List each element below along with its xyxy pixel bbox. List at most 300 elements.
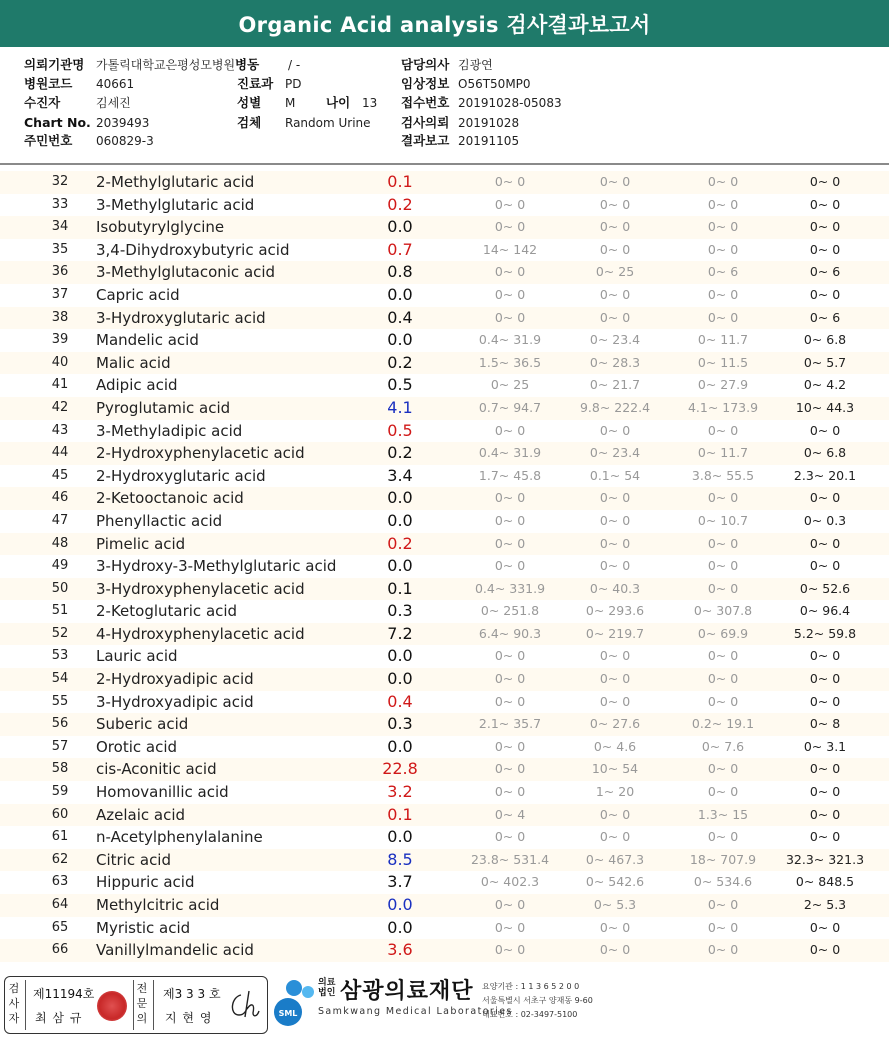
analyte-name: Orotic acid	[96, 737, 178, 756]
resident-no-label: 주민번호	[24, 133, 73, 148]
result-value: 0.0	[387, 917, 413, 937]
row-number: 46	[51, 490, 69, 506]
row-number: 63	[51, 874, 69, 890]
reference-range-3: 0~ 0	[707, 829, 739, 845]
reference-range-2: 0~ 0	[599, 512, 631, 528]
row-number: 37	[51, 286, 69, 302]
receipt-no-label: 접수번호	[401, 95, 450, 110]
reference-range-3: 0~ 0	[707, 648, 739, 664]
reference-range-4: 0~ 3.1	[803, 738, 847, 754]
table-row	[0, 917, 889, 940]
result-value: 22.8	[382, 759, 418, 779]
row-number: 55	[51, 693, 69, 709]
reference-range-3: 0~ 0	[707, 309, 739, 325]
analyte-name: 3-Hydroxyglutaric acid	[96, 308, 266, 327]
analyte-name: 3-Methylglutaric acid	[96, 195, 255, 214]
reference-range-2: 0~ 5.3	[593, 897, 637, 912]
table-row	[0, 555, 889, 578]
analyte-name: Lauric acid	[96, 647, 178, 666]
reference-range-1: 0~ 0	[494, 264, 526, 280]
reference-range-2: 0~ 40.3	[589, 580, 641, 596]
reference-range-4: 0~ 96.4	[799, 603, 851, 619]
result-value: 0.4	[387, 691, 413, 711]
reference-range-1: 0~ 4	[494, 806, 526, 822]
reference-range-3: 1.3~ 15	[697, 806, 749, 822]
table-row	[0, 894, 889, 917]
result-value: 0.0	[387, 330, 413, 350]
result-value: 0.2	[387, 443, 413, 463]
reference-range-4: 2.3~ 20.1	[793, 467, 857, 483]
result-value: 0.2	[387, 194, 413, 214]
row-number: 49	[51, 558, 69, 574]
table-row	[0, 939, 889, 962]
reference-range-2: 0~ 0	[599, 535, 631, 551]
result-value: 4.1	[387, 397, 413, 417]
row-number: 59	[51, 784, 69, 800]
row-number: 53	[51, 648, 69, 664]
institution-label: 의뢰기관명	[24, 57, 85, 72]
table-row	[0, 668, 889, 691]
reference-range-1: 0~ 0	[494, 693, 526, 709]
reference-range-3: 0~ 11.7	[697, 445, 749, 461]
address: 서울특별시 서초구 양재동 9-60	[482, 996, 593, 1005]
patient-value: 김세진	[96, 96, 131, 110]
chart-no-label: Chart No.	[24, 115, 91, 130]
row-number: 48	[51, 535, 69, 551]
analyte-name: Pyroglutamic acid	[96, 398, 231, 417]
table-row	[0, 352, 889, 375]
seal-stamp-icon	[97, 991, 127, 1021]
result-value: 0.0	[387, 736, 413, 756]
table-row	[0, 758, 889, 781]
hospital-code-value: 40661	[96, 77, 135, 91]
reference-range-3: 18~ 707.9	[689, 851, 757, 867]
reference-range-1: 0~ 0	[494, 942, 526, 958]
analyte-name: Mandelic acid	[96, 331, 199, 350]
reference-range-2: 0~ 0	[599, 309, 631, 325]
reference-range-4: 0~ 6	[809, 309, 841, 325]
report-date-value: 20191105	[458, 134, 520, 148]
reference-range-3: 0~ 11.7	[697, 332, 749, 348]
reference-range-3: 0~ 0	[707, 196, 739, 212]
results-table	[0, 171, 889, 962]
brand-english: Samkwang Medical Laboratories	[318, 1006, 513, 1017]
reference-range-4: 0~ 6.8	[803, 445, 847, 461]
row-number: 42	[51, 399, 69, 415]
reference-range-4: 0~ 0	[809, 422, 841, 438]
resident-no-value: 060829-3	[96, 134, 154, 148]
reference-range-3: 4.1~ 173.9	[687, 399, 759, 415]
reference-range-4: 0~ 0	[809, 829, 841, 845]
table-row	[0, 645, 889, 668]
reference-range-2: 10~ 54	[591, 761, 639, 777]
row-number: 62	[51, 851, 69, 867]
result-value: 0.3	[387, 714, 413, 734]
reference-range-4: 0~ 0	[809, 784, 841, 800]
reference-range-3: 0~ 0	[707, 761, 739, 777]
table-row	[0, 307, 889, 330]
age-value: 13	[362, 96, 378, 110]
reference-range-2: 0~ 25	[595, 264, 635, 280]
reference-range-2: 0~ 0	[599, 241, 631, 257]
reference-range-2: 0~ 0	[599, 806, 631, 822]
reference-range-3: 0~ 534.6	[693, 874, 753, 890]
reference-range-3: 0.2~ 19.1	[691, 716, 755, 732]
reference-range-2: 0~ 0	[599, 286, 631, 302]
table-row	[0, 216, 889, 239]
result-value: 3.7	[387, 872, 413, 892]
reference-range-3: 0~ 69.9	[697, 625, 749, 641]
reference-range-4: 0~ 0.3	[803, 512, 847, 528]
reference-range-1: 0~ 402.3	[480, 874, 540, 890]
reference-range-4: 0~ 8	[809, 716, 841, 732]
row-number: 58	[51, 761, 69, 777]
reference-range-4: 0~ 0	[809, 919, 841, 935]
analyte-name: 2-Hydroxyphenylacetic acid	[96, 444, 305, 463]
reference-range-4: 0~ 4.2	[803, 377, 847, 393]
reference-range-3: 0~ 11.5	[697, 354, 749, 370]
result-value: 3.6	[387, 940, 413, 960]
reference-range-1: 23.8~ 531.4	[470, 851, 550, 867]
reference-range-1: 1.7~ 45.8	[478, 467, 542, 483]
reference-range-4: 0~ 0	[809, 286, 841, 302]
specimen-value: Random Urine	[285, 116, 371, 130]
reference-range-4: 0~ 0	[809, 241, 841, 257]
reference-range-3: 0~ 0	[707, 580, 739, 596]
table-row	[0, 623, 889, 646]
reference-range-2: 0~ 0	[599, 671, 631, 687]
reference-range-4: 10~ 44.3	[795, 399, 855, 415]
reference-range-1: 0.4~ 31.9	[478, 445, 542, 461]
analyte-name: Capric acid	[96, 285, 180, 304]
row-number: 45	[51, 467, 69, 483]
table-row	[0, 510, 889, 533]
reference-range-4: 5.2~ 59.8	[793, 625, 857, 641]
report-footer	[0, 970, 889, 1040]
reference-range-4: 0~ 0	[809, 806, 841, 822]
analyte-name: n-Acetylphenylalanine	[96, 828, 263, 847]
reference-range-4: 0~ 0	[809, 693, 841, 709]
svg-text:SML: SML	[278, 1009, 298, 1018]
specialist-name: 지 현 영	[165, 1011, 213, 1025]
reference-range-1: 0~ 25	[490, 377, 530, 393]
result-value: 0.1	[387, 172, 413, 191]
row-number: 44	[51, 445, 69, 461]
analyte-name: 3,4-Dihydroxybutyric acid	[96, 240, 290, 259]
reference-range-2: 0~ 219.7	[585, 625, 645, 641]
result-value: 3.2	[387, 782, 413, 802]
reference-range-1: 0~ 0	[494, 286, 526, 302]
reference-range-2: 0~ 293.6	[585, 603, 645, 619]
row-number: 56	[51, 716, 69, 732]
reference-range-2: 0~ 4.6	[593, 738, 637, 754]
chart-no-value: 2039493	[96, 116, 150, 130]
result-value: 0.0	[387, 895, 413, 914]
result-value: 0.0	[387, 510, 413, 530]
analyte-name: 3-Methylglutaconic acid	[96, 263, 276, 282]
result-value: 0.1	[387, 804, 413, 824]
patient-info-panel	[0, 47, 889, 165]
reference-range-1: 0.4~ 331.9	[474, 580, 546, 596]
institution-value: 가톨릭대학교은평성모병원	[96, 58, 236, 72]
ward-value: / -	[288, 58, 301, 72]
result-value: 8.5	[387, 849, 413, 869]
contact-info	[482, 980, 593, 1022]
reference-range-4: 2~ 5.3	[803, 897, 847, 912]
reference-range-3: 0~ 0	[707, 241, 739, 257]
reference-range-2: 0~ 0	[599, 648, 631, 664]
reference-range-1: 0~ 0	[494, 761, 526, 777]
reference-range-3: 3.8~ 55.5	[691, 467, 755, 483]
reference-range-1: 14~ 142	[482, 241, 538, 257]
reference-range-4: 0~ 0	[809, 174, 841, 189]
reference-range-4: 0~ 0	[809, 219, 841, 235]
reference-range-2: 0~ 0	[599, 919, 631, 935]
reference-range-2: 0~ 23.4	[589, 332, 641, 348]
examiner-label: 검사자	[8, 982, 20, 1025]
row-number: 32	[51, 174, 69, 189]
table-row	[0, 871, 889, 894]
reference-range-4: 0~ 0	[809, 558, 841, 574]
reference-range-1: 2.1~ 35.7	[478, 716, 542, 732]
specialist-license: 제3 3 3 호	[163, 987, 221, 1001]
phone: 대표번호 : 02-3497-5100	[482, 1010, 578, 1019]
sex-label: 성별	[237, 95, 262, 110]
reference-range-3: 0~ 0	[707, 422, 739, 438]
reference-range-2: 0~ 0	[599, 490, 631, 506]
reference-range-1: 0.7~ 94.7	[478, 399, 542, 415]
reference-range-4: 0~ 848.5	[795, 874, 855, 890]
reference-range-1: 0~ 0	[494, 174, 526, 189]
reference-range-2: 0~ 23.4	[589, 445, 641, 461]
analyte-name: 2-Hydroxyadipic acid	[96, 670, 254, 689]
reference-range-1: 1.5~ 36.5	[478, 354, 542, 370]
reference-range-4: 0~ 6	[809, 264, 841, 280]
patient-label: 수진자	[24, 95, 61, 110]
reference-range-3: 0~ 7.6	[701, 738, 745, 754]
analyte-name: 3-Hydroxyadipic acid	[96, 692, 254, 711]
analyte-name: Isobutyrylglycine	[96, 218, 225, 237]
table-row	[0, 713, 889, 736]
row-number: 60	[51, 806, 69, 822]
row-number: 34	[51, 219, 69, 235]
row-number: 50	[51, 580, 69, 596]
row-number: 65	[51, 919, 69, 935]
reference-range-2: 0~ 0	[599, 558, 631, 574]
analyte-name: Adipic acid	[96, 376, 178, 395]
clinical-info-value: O56T50MP0	[458, 77, 531, 91]
row-number: 38	[51, 309, 69, 325]
reference-range-2: 0~ 21.7	[589, 377, 641, 393]
analyte-name: 3-Methyladipic acid	[96, 421, 243, 440]
table-row	[0, 261, 889, 284]
reference-range-2: 1~ 20	[595, 784, 635, 800]
reference-range-3: 0~ 307.8	[693, 603, 753, 619]
analyte-name: 2-Ketooctanoic acid	[96, 489, 244, 508]
analyte-name: cis-Aconitic acid	[96, 760, 217, 779]
reference-range-1: 0~ 0	[494, 422, 526, 438]
report-date-label: 결과보고	[401, 133, 450, 148]
reference-range-2: 0~ 0	[599, 219, 631, 235]
result-value: 0.0	[387, 827, 413, 847]
request-date-label: 검사의뢰	[401, 115, 450, 130]
row-number: 35	[51, 241, 69, 257]
table-row	[0, 194, 889, 217]
brand-prefix: 의료법인	[318, 978, 336, 998]
sex-value: M	[285, 96, 296, 110]
table-row	[0, 420, 889, 443]
reference-range-1: 0~ 0	[494, 512, 526, 528]
result-value: 0.1	[387, 578, 413, 598]
reference-range-1: 0~ 0	[494, 919, 526, 935]
analyte-name: 2-Methylglutaric acid	[96, 173, 255, 191]
reference-range-1: 0~ 0	[494, 490, 526, 506]
reference-range-4: 0~ 5.7	[803, 354, 847, 370]
analyte-name: Hippuric acid	[96, 873, 195, 892]
reference-range-2: 0.1~ 54	[589, 467, 641, 483]
reference-range-1: 0~ 0	[494, 648, 526, 664]
reference-range-1: 0~ 0	[494, 897, 526, 912]
table-row	[0, 781, 889, 804]
analyte-name: Homovanillic acid	[96, 783, 229, 802]
reference-range-1: 0~ 0	[494, 196, 526, 212]
reference-range-2: 0~ 0	[599, 422, 631, 438]
doctor-label: 담당의사	[401, 57, 450, 72]
reference-range-4: 0~ 0	[809, 196, 841, 212]
analyte-name: Malic acid	[96, 353, 171, 372]
reference-range-3: 0~ 0	[707, 286, 739, 302]
analyte-name: Methylcitric acid	[96, 896, 220, 914]
row-number: 36	[51, 264, 69, 280]
analyte-name: 3-Hydroxy-3-Methylglutaric acid	[96, 557, 337, 576]
brand-name: 삼광의료재단	[340, 979, 474, 1004]
row-number: 61	[51, 829, 69, 845]
reference-range-4: 0~ 52.6	[799, 580, 851, 596]
reference-range-3: 0~ 0	[707, 219, 739, 235]
reference-range-3: 0~ 0	[707, 174, 739, 189]
table-row	[0, 578, 889, 601]
table-row	[0, 736, 889, 759]
reference-range-2: 0~ 0	[599, 174, 631, 189]
reference-range-4: 32.3~ 321.3	[785, 851, 865, 867]
table-row	[0, 804, 889, 827]
row-number: 39	[51, 332, 69, 348]
reference-range-3: 0~ 0	[707, 490, 739, 506]
reference-range-1: 0~ 251.8	[480, 603, 540, 619]
row-number: 40	[51, 354, 69, 370]
row-number: 57	[51, 738, 69, 754]
specimen-label: 검체	[237, 115, 262, 130]
row-number: 52	[51, 625, 69, 641]
reference-range-4: 0~ 0	[809, 648, 841, 664]
reference-range-1: 0~ 0	[494, 309, 526, 325]
result-value: 0.0	[387, 556, 413, 576]
table-row	[0, 171, 889, 194]
result-value: 3.4	[387, 465, 413, 485]
institution-code: 요양기관 : 1 1 3 6 5 2 0 0	[482, 982, 580, 991]
table-row	[0, 600, 889, 623]
analyte-name: Suberic acid	[96, 715, 189, 734]
signature-box	[4, 976, 268, 1034]
reference-range-3: 0~ 0	[707, 942, 739, 958]
result-value: 0.5	[387, 375, 413, 395]
reference-range-3: 0~ 10.7	[697, 512, 749, 528]
table-row	[0, 465, 889, 488]
reference-range-2: 0~ 0	[599, 196, 631, 212]
hospital-code-label: 병원코드	[24, 76, 73, 91]
reference-range-2: 0~ 0	[599, 693, 631, 709]
handwritten-signature-icon	[227, 987, 261, 1023]
reference-range-3: 0~ 0	[707, 919, 739, 935]
reference-range-2: 0~ 0	[599, 942, 631, 958]
reference-range-1: 0~ 0	[494, 784, 526, 800]
analyte-name: Pimelic acid	[96, 534, 186, 553]
request-date-value: 20191028	[458, 116, 520, 130]
reference-range-2: 0~ 28.3	[589, 354, 641, 370]
reference-range-4: 0~ 0	[809, 671, 841, 687]
reference-range-2: 0~ 27.6	[589, 716, 641, 732]
reference-range-2: 9.8~ 222.4	[579, 399, 651, 415]
analyte-name: 2-Ketoglutaric acid	[96, 602, 238, 621]
reference-range-1: 0~ 0	[494, 535, 526, 551]
row-number: 51	[51, 603, 69, 619]
reference-range-3: 0~ 0	[707, 897, 739, 912]
reference-range-3: 0~ 0	[707, 535, 739, 551]
result-value: 0.0	[387, 217, 413, 237]
reference-range-3: 0~ 27.9	[697, 377, 749, 393]
reference-range-1: 0~ 0	[494, 558, 526, 574]
table-row	[0, 849, 889, 872]
reference-range-3: 0~ 0	[707, 671, 739, 687]
reference-range-1: 0~ 0	[494, 671, 526, 687]
result-value: 0.0	[387, 488, 413, 508]
analyte-name: 4-Hydroxyphenylacetic acid	[96, 624, 305, 643]
analyte-name: 2-Hydroxyglutaric acid	[96, 466, 266, 485]
analyte-name: Phenyllactic acid	[96, 511, 223, 530]
analyte-name: Citric acid	[96, 850, 171, 869]
table-row	[0, 487, 889, 510]
result-value: 0.3	[387, 601, 413, 621]
result-value: 0.0	[387, 669, 413, 689]
reference-range-1: 6.4~ 90.3	[478, 625, 542, 641]
analyte-name: Vanillylmandelic acid	[96, 941, 254, 960]
examiner-license: 제11194호	[33, 987, 95, 1001]
reference-range-4: 0~ 0	[809, 761, 841, 777]
reference-range-1: 0~ 0	[494, 829, 526, 845]
clinical-info-label: 임상정보	[401, 76, 450, 91]
department-value: PD	[285, 77, 302, 91]
reference-range-4: 0~ 0	[809, 535, 841, 551]
table-row	[0, 397, 889, 420]
row-number: 64	[51, 897, 69, 912]
reference-range-3: 0~ 0	[707, 693, 739, 709]
result-value: 0.8	[387, 262, 413, 282]
table-row	[0, 329, 889, 352]
row-number: 33	[51, 196, 69, 212]
row-number: 66	[51, 942, 69, 958]
result-value: 0.2	[387, 533, 413, 553]
doctor-value: 김광연	[458, 58, 493, 72]
result-value: 0.5	[387, 420, 413, 440]
result-value: 0.2	[387, 352, 413, 372]
result-value: 0.0	[387, 284, 413, 304]
reference-range-3: 0~ 0	[707, 784, 739, 800]
reference-range-1: 0~ 0	[494, 219, 526, 235]
row-number: 41	[51, 377, 69, 393]
age-label: 나이	[326, 95, 351, 110]
table-row	[0, 826, 889, 849]
examiner-name: 최 삼 규	[35, 1011, 83, 1025]
